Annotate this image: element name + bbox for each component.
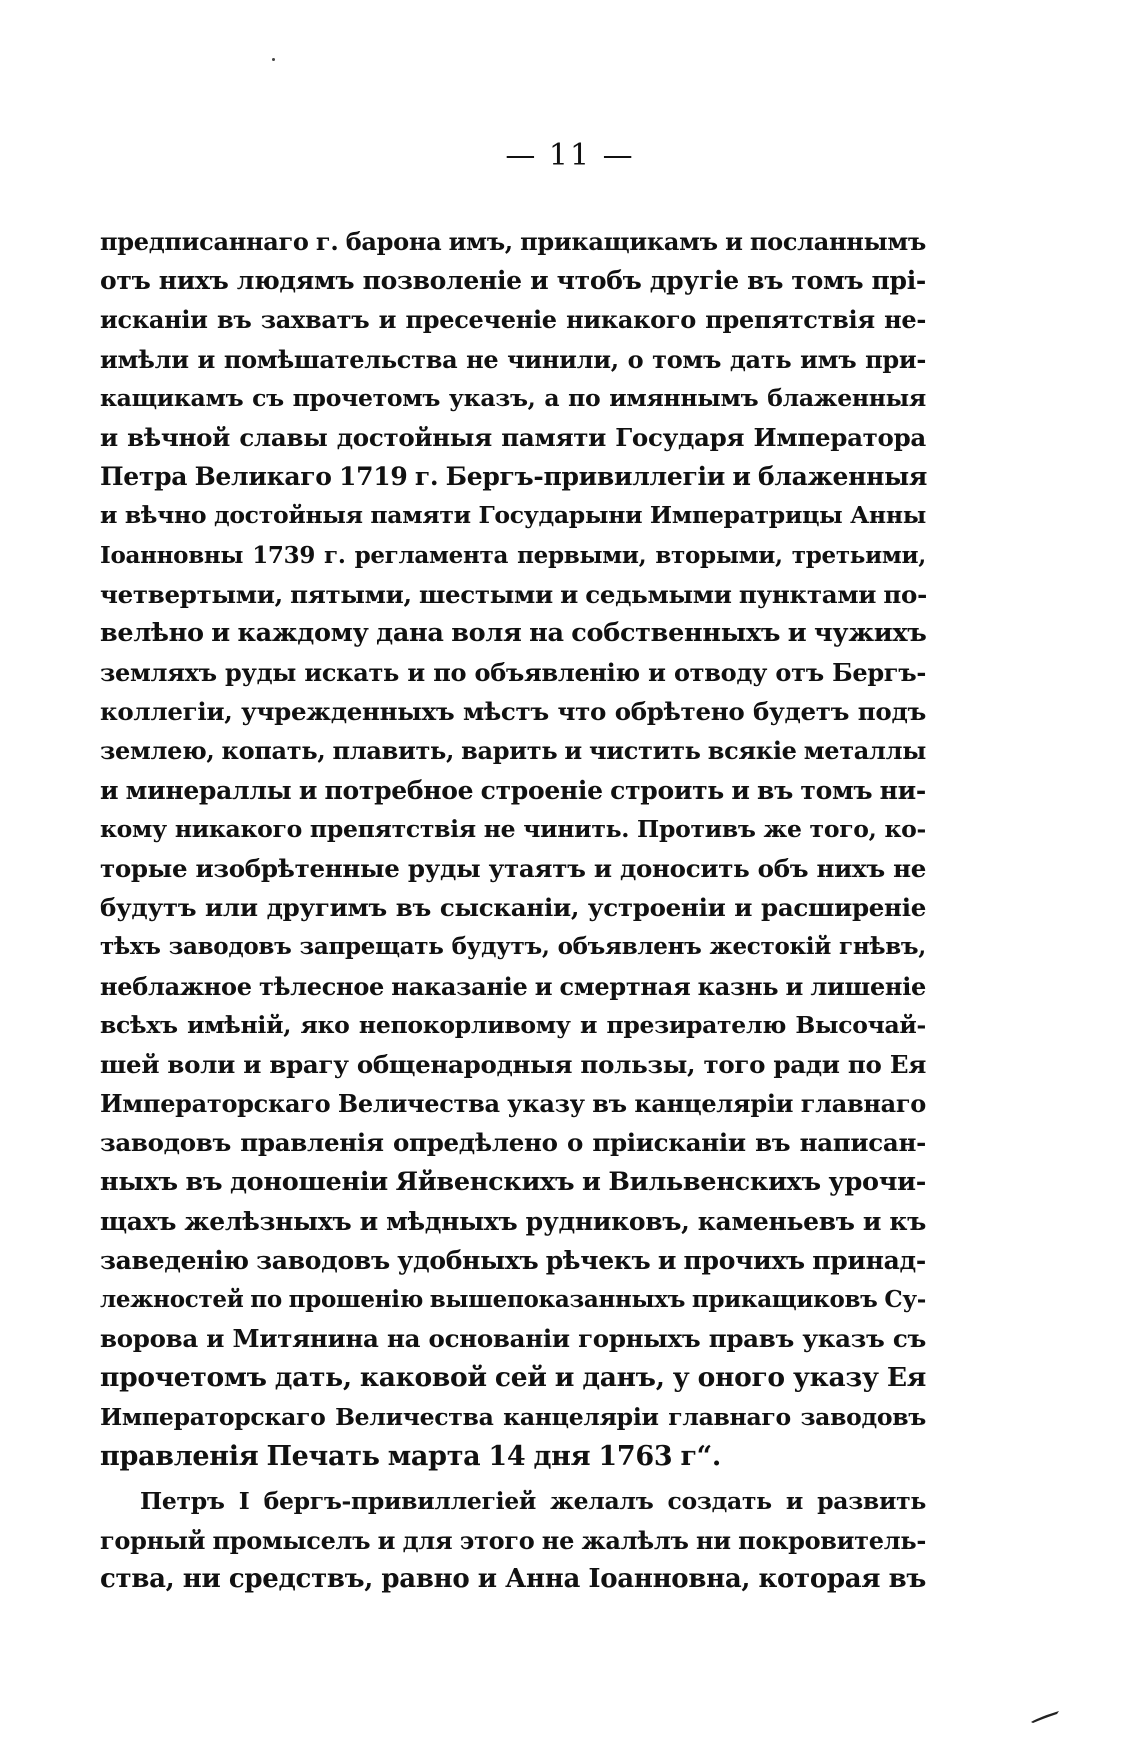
text-line: тѣхъ заводовъ запрещать будутъ, объявленъ жестокій гнѣвъ, (100, 933, 926, 961)
text-line: всѣхъ имѣній, яко непокорливому и презирателю Высочай- (100, 1010, 926, 1039)
text-line: имѣли и помѣшательства не чинили, о томъ дать имъ при- (100, 344, 926, 374)
text-line: заводовъ правленія опредѣлено о прiисканіи въ написан- (100, 1128, 926, 1158)
text-line: ства, ни средствъ, равно и Анна Іоанновна, которая въ (100, 1564, 926, 1595)
text-line: торые изобрѣтенные руды утаятъ и доносить объ нихъ не (100, 854, 926, 883)
text-line: и вѣчно достойныя памяти Государыни Императрицы Анны (100, 501, 926, 530)
text-line: и вѣчной славы достойныя памяти Государя Императора (100, 422, 926, 452)
text-line: кащикамъ съ прочетомъ указъ, а по имяннымъ блаженныя (100, 383, 926, 412)
text-line: коллегіи, учрежденныхъ мѣстъ что обрѣтено будетъ подъ (100, 697, 926, 727)
text-line: и минераллы и потребное строеніе строить и въ томъ ни- (100, 775, 926, 805)
ink-mark-icon (1030, 1710, 1060, 1724)
text-line: будутъ или другимъ въ сысканіи, устроеніи и расширеніе (100, 893, 926, 923)
text-line: исканіи въ захватъ и пресеченіе никакого препятствія не- (100, 305, 926, 335)
text-line: землею, копать, плавить, варить и чистить всякіе металлы (100, 736, 927, 766)
text-line: кому никакого препятствія не чинить. Противъ же того, ко- (100, 814, 926, 843)
text-line: горный промыселъ и для этого не жалѣлъ ни покровитель- (100, 1526, 926, 1556)
paragraph-2 (100, 1482, 926, 1600)
text-line: земляхъ руды искать и по объявленію и отводу отъ Бергъ- (100, 658, 926, 688)
text-line: заведенію заводовъ удобныхъ рѣчекъ и прочихъ принад- (100, 1245, 926, 1275)
text-line: шей воли и врагу общенародныя пользы, того ради по Ея (100, 1049, 926, 1079)
text-line: прочетомъ дать, каковой сей и данъ, у оного указу Ея (100, 1362, 926, 1394)
text-line: Императорскаго Величества указу въ канцеляріи главнаго (100, 1089, 926, 1119)
text-line: лежностей по прошенію вышепоказанныхъ прикащиковъ Су- (100, 1286, 926, 1314)
text-line: Петръ I бергъ-привиллегіей желалъ создать и развить (140, 1487, 926, 1515)
text-line: Императорскаго Величества канцеляріи главнаго заводовъ (100, 1402, 926, 1431)
text-line: предписаннаго г. барона имъ, прикащикамъ и посланнымъ (100, 227, 926, 256)
speck-mark (272, 58, 275, 61)
text-line: ворова и Митянина на основаніи горныхъ правъ указъ съ (100, 1324, 926, 1354)
text-line: четвертыми, пятыми, шестыми и седьмыми пунктами по- (100, 579, 927, 609)
text-line: правленія Печать марта 14 дня 1763 г“. (100, 1440, 722, 1472)
text-line: велѣно и каждому дана воля на собственныхъ и чужихъ (100, 617, 927, 648)
page-number: — 11 — (505, 138, 635, 173)
text-line: ныхъ въ доношеніи Яйвенскихъ и Вильвенскихъ урочи- (100, 1166, 926, 1197)
body-text (100, 222, 926, 1600)
text-line: Іоанновны 1739 г. регламента первыми, вторыми, третьими, (100, 541, 926, 569)
text-line: отъ нихъ людямъ позволеніе и чтобъ другіе въ томъ прі- (100, 266, 926, 296)
text-line: щахъ желѣзныхъ и мѣдныхъ рудниковъ, каменьевъ и къ (100, 1206, 926, 1236)
text-line: Петра Великаго 1719 г. Бергъ-привиллегіи и блаженныя (100, 462, 928, 492)
paragraph-1 (100, 222, 926, 1476)
text-line: неблажное тѣлесное наказаніе и смертная казнь и лишеніе (100, 971, 926, 1001)
